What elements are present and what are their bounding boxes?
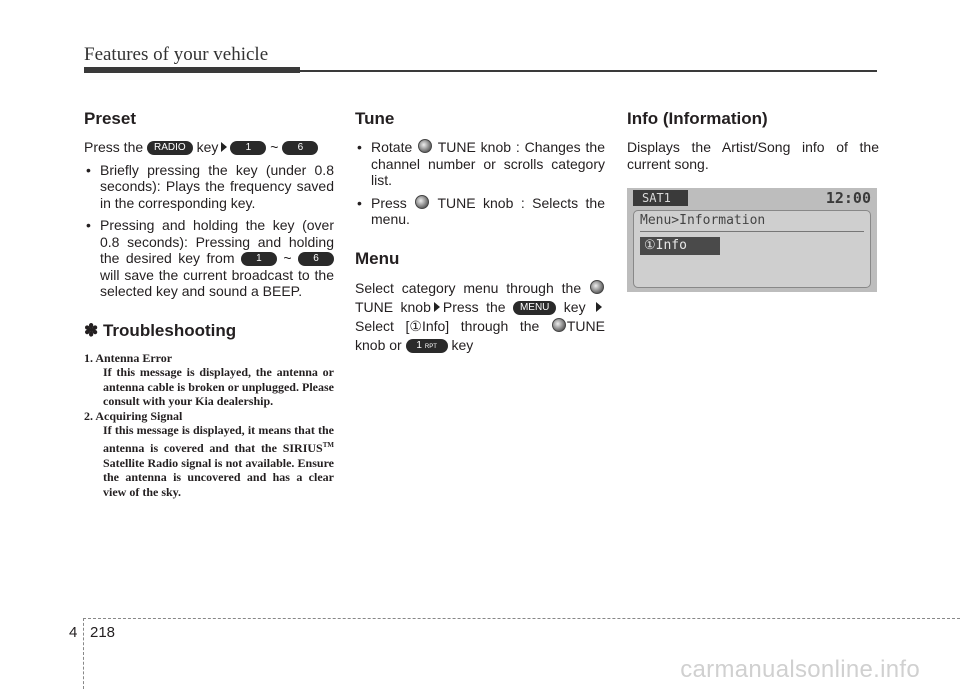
key-1: 1	[241, 252, 277, 266]
tune-list	[355, 139, 605, 228]
tune-title: Tune	[355, 109, 395, 128]
key-6: 6	[282, 141, 318, 155]
menu-key: MENU	[513, 301, 556, 315]
tune-bullet-1: • Rotate TUNE knob : Changes the channel number or scrolls category list.	[355, 139, 605, 189]
knob-icon	[418, 139, 432, 153]
menu-panel	[633, 210, 871, 288]
knob-icon	[552, 318, 566, 332]
sat-channel-label: SAT1	[633, 190, 688, 206]
knob-icon	[415, 195, 429, 209]
radio-key: RADIO	[147, 141, 193, 155]
troubleshooting-list	[84, 351, 334, 500]
footer-rule	[83, 618, 960, 620]
page-number: 218	[90, 624, 116, 641]
trouble-item: 2. Acquiring Signal If this message is displayed, it means that the antenna is covered and that the SIRIUS™ Satellite Radio signal is not available. Ensure the antenna is uncovered and has a clear view of the sky.	[84, 408, 334, 499]
clock-display: 12:00	[825, 189, 871, 207]
arrow-right-icon	[221, 142, 227, 152]
menu-divider	[640, 231, 864, 232]
info-screen-image	[627, 188, 877, 292]
knob-icon	[590, 280, 604, 294]
header-title: Features of your vehicle	[84, 44, 269, 65]
preset-intro: Press the RADIO key 1 ~ 6	[84, 139, 334, 156]
menu-text: Select category menu through the TUNE knob Press the MENU key Select [①Info] through the TUNE knob or 1 RPT key	[355, 279, 605, 353]
arrow-right-icon	[434, 302, 440, 312]
column-middle	[355, 108, 605, 355]
preset-title: Preset	[84, 109, 136, 128]
menu-title: Menu	[355, 248, 400, 268]
menu-item-info: ①Info	[640, 237, 720, 255]
column-left	[84, 108, 334, 499]
header-bar	[84, 67, 300, 73]
key-1: 1	[230, 141, 266, 155]
trouble-item: 1. Antenna Error If this message is displayed, the antenna or antenna cable is broken or unplugged. Please consult with your Kia dealership.	[84, 350, 334, 409]
footer-divider	[83, 618, 85, 689]
tune-bullet-2: • Press TUNE knob : Selects the menu.	[355, 195, 605, 228]
header-rule	[300, 70, 877, 72]
star-icon: ✽	[84, 320, 99, 340]
preset-bullet-2: • Pressing and holding the key (over 0.8 seconds): Pressing and holding the desired key from 1 ~ 6 will save the current broadcast to the selected key and sound a BEEP.	[84, 217, 334, 300]
watermark: carmanualsonline.info	[680, 656, 920, 683]
preset-bullet-1: • Briefly pressing the key (under 0.8 seconds): Plays the frequency saved in the corresponding key.	[84, 162, 334, 212]
preset-list	[84, 162, 334, 300]
info-text: Displays the Artist/Song info of the current song.	[627, 139, 879, 172]
rpt-key: 1 RPT	[406, 339, 448, 353]
menu-breadcrumb: Menu>Information	[640, 213, 766, 228]
info-title: Info (Information)	[627, 109, 768, 128]
circle-one-icon: ①	[409, 317, 422, 334]
column-right	[627, 108, 879, 292]
arrow-right-icon	[596, 302, 602, 312]
section-number: 4	[69, 624, 78, 641]
troubleshooting-title: ✽ Troubleshooting	[84, 320, 237, 340]
key-6: 6	[298, 252, 334, 266]
